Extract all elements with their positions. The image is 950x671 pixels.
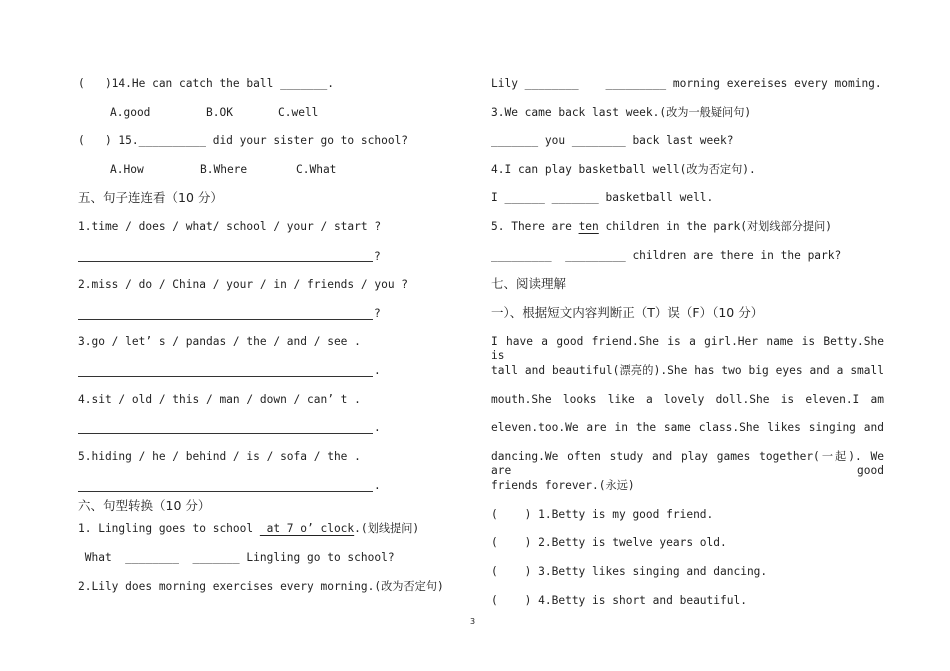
answer-line bbox=[78, 376, 373, 377]
sec5-end-3: . bbox=[374, 364, 381, 377]
question-14: ( )14.He can catch the ball _______. bbox=[78, 77, 334, 90]
sec6-q1-answer: What ________ _______ Lingling go to school? bbox=[78, 551, 395, 564]
question-15: ( ) 15.__________ did your sister go to school? bbox=[78, 134, 409, 147]
passage-line-6: friends forever.(永远) bbox=[491, 479, 635, 492]
sec6-q5-underlined: ten bbox=[578, 220, 599, 233]
passage-line-1: I have a good friend.She is a girl.Her name is Betty.She is bbox=[491, 335, 884, 362]
q14-option-a: A.good bbox=[110, 106, 151, 119]
sec5-item-4: 4.sit / old / this / man / down / can’ t . bbox=[78, 393, 361, 406]
answer-line bbox=[78, 261, 373, 262]
sec6-question-2: 2.Lily does morning exercises every morning.(改为否定句) bbox=[78, 580, 444, 593]
sec5-item-3: 3.go / let’ s / pandas / the / and / see . bbox=[78, 335, 361, 348]
sec6-q5-text: 5. There are bbox=[491, 220, 579, 233]
section-7-subtitle: 一）、根据短文内容判断正（T）误（F）（10 分） bbox=[491, 305, 764, 320]
sec6-q5-answer: _________ _________ children are there in the park? bbox=[491, 249, 842, 262]
passage-line-4: eleven.too.We are in the same class.She likes singing and bbox=[491, 421, 884, 434]
sec6-q1-text: 1. Lingling goes to school bbox=[78, 522, 260, 535]
tf-item-2: ( ) 2.Betty is twelve years old. bbox=[491, 536, 727, 549]
sec6-question-1 bbox=[78, 522, 419, 536]
sec6-q5-instruction: children in the park(对划线部分提问) bbox=[598, 220, 833, 233]
passage-line-3: mouth.She looks like a lovely doll.She is eleven.I am bbox=[491, 393, 884, 406]
sec5-end-1: ? bbox=[374, 250, 381, 263]
passage-line-5: dancing.We often study and play games together(一起). We are good bbox=[491, 450, 884, 477]
sec5-item-5: 5.hiding / he / behind / is / sofa / the . bbox=[78, 450, 361, 463]
sec6-q1-instruction: .(划线提问) bbox=[354, 522, 420, 535]
section-5-title: 五、句子连连看（10 分） bbox=[78, 190, 223, 205]
tf-item-1: ( ) 1.Betty is my good friend. bbox=[491, 508, 714, 521]
q15-option-c: C.What bbox=[296, 163, 337, 176]
sec6-question-4: 4.I can play basketball well(改为否定句). bbox=[491, 163, 756, 176]
answer-line bbox=[78, 433, 373, 434]
q15-option-a: A.How bbox=[110, 163, 144, 176]
sec6-question-3: 3.We came back last week.(改为一般疑问句) bbox=[491, 106, 752, 119]
tf-item-3: ( ) 3.Betty likes singing and dancing. bbox=[491, 565, 768, 578]
answer-line bbox=[78, 319, 373, 320]
q14-option-b: B.OK bbox=[206, 106, 233, 119]
q14-option-c: C.well bbox=[278, 106, 319, 119]
q15-option-b: B.Where bbox=[200, 163, 248, 176]
answer-line bbox=[78, 491, 373, 492]
sec6-q4-answer: I ______ _______ basketball well. bbox=[491, 191, 714, 204]
sec5-end-2: ? bbox=[374, 307, 381, 320]
sec6-q3-answer: _______ you ________ back last week? bbox=[491, 134, 734, 147]
section-7-title: 七、阅读理解 bbox=[491, 276, 567, 291]
page-number: 3 bbox=[470, 617, 476, 626]
section-6-title: 六、句型转换（10 分） bbox=[78, 498, 211, 513]
sec5-item-2: 2.miss / do / China / your / in / friends / you ? bbox=[78, 278, 409, 291]
sec5-end-4: . bbox=[374, 421, 381, 434]
sec6-q1-underlined: at 7 o’ clock bbox=[259, 522, 355, 535]
sec5-item-1: 1.time / does / what/ school / your / start ? bbox=[78, 220, 382, 233]
passage-line-2: tall and beautiful(漂亮的).She has two big eyes and a small bbox=[491, 364, 884, 377]
sec6-question-5 bbox=[491, 220, 832, 234]
tf-item-4: ( ) 4.Betty is short and beautiful. bbox=[491, 594, 747, 607]
sec6-q2-answer: Lily ________ _________ morning exereises every moming. bbox=[491, 77, 882, 90]
sec5-end-5: . bbox=[374, 479, 381, 492]
